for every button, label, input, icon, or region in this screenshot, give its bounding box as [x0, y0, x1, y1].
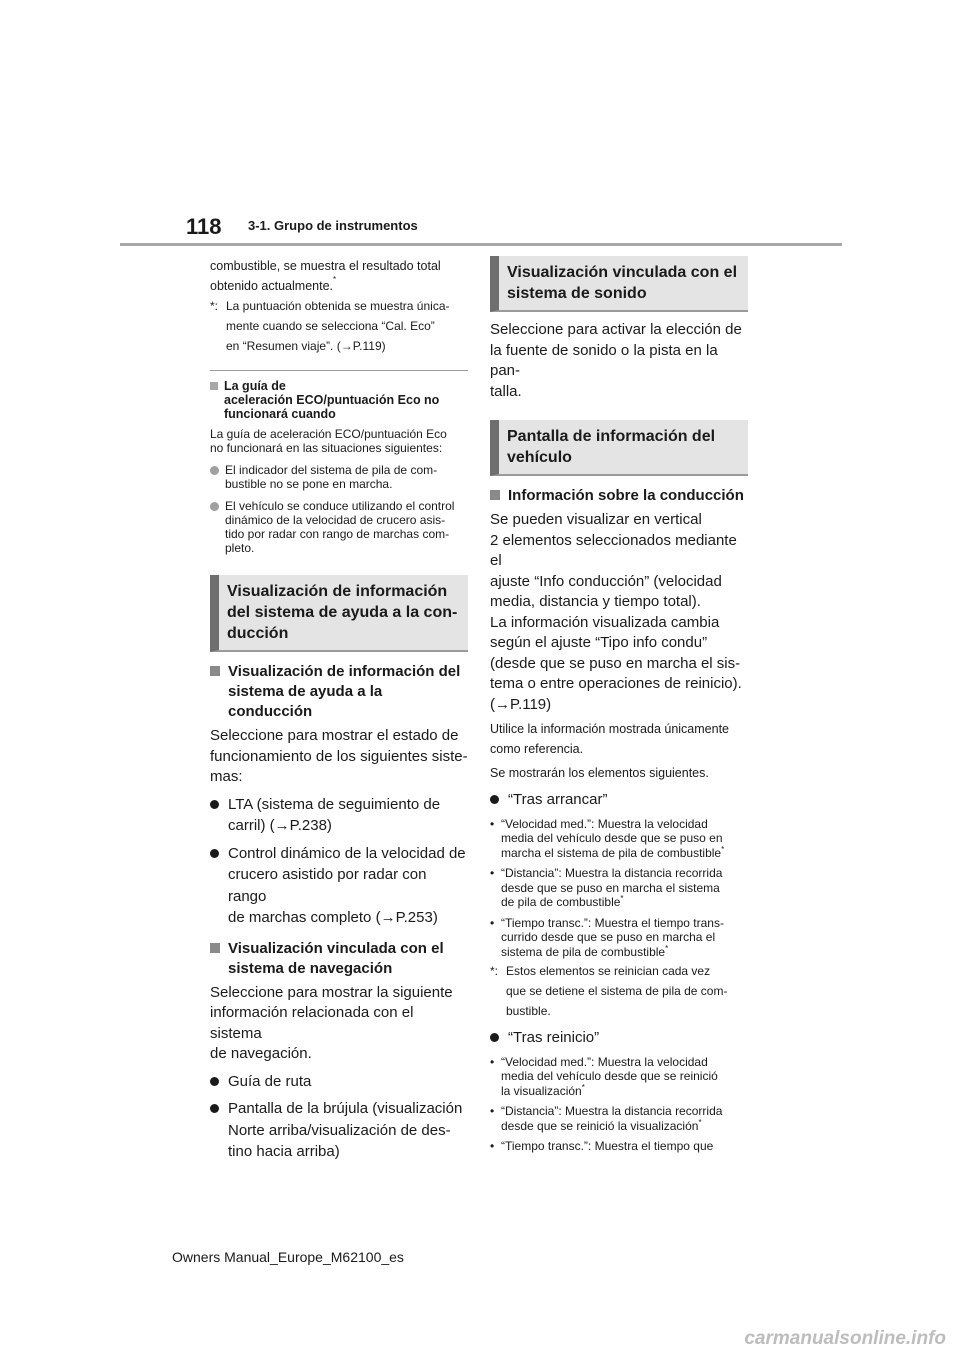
driving-assist-intro: Seleccione para mostrar el estado de funcionamiento de los siguientes siste- mas: [210, 727, 468, 785]
list-item: • “Velocidad med.”: Muestra la velocidad media del vehículo desde que se reinició la visualización* [490, 1054, 718, 1098]
bullet-icon [210, 1104, 219, 1113]
driving-assist-heading: Visualización de información del sistema de ayuda a la conducción [210, 662, 468, 722]
list-item: • “Tiempo transc.”: Muestra el tiempo trans- currido desde que se puso en marcha el sistema de pila de combustible* [490, 915, 724, 959]
list-item: El vehículo se conduce utilizando el control dinámico de la velocidad de crucero asis- tido por radar con rango de marchas com- pleto. [210, 499, 468, 555]
watermark: carmanualsonline.info [744, 1328, 946, 1349]
driving-info-text: Se pueden visualizar en vertical 2 elementos seleccionados mediante el ajuste “Info conducción” (velocidad media, distancia y tiempo total). La información visualizada cambia según el ajuste “Tipo info condu” (desde que se puso en marcha el sis- tema o entre operaciones de reinicio). (→P.119) [490, 511, 742, 713]
section-box-vehicle-info: Pantalla de información del vehículo [490, 420, 748, 476]
divider [210, 370, 468, 371]
group-title-after-start: “Tras arrancar” [490, 789, 748, 811]
footer-doc-id: Owners Manual_Europe_M62100_es [172, 1249, 404, 1265]
navigation-intro: Seleccione para mostrar la siguiente información relacionada con el sistema de navegación. [210, 983, 453, 1062]
square-marker-icon [210, 943, 220, 953]
circle-bullet-icon [210, 466, 219, 475]
footnote: *: Estos elementos se reinician cada vez que se detiene el sistema de pila de com- bustible. [490, 964, 728, 1018]
section-title: 3-1. Grupo de instrumentos [248, 218, 418, 233]
list-item: • “Velocidad med.”: Muestra la velocidad media del vehículo desde que se puso en marcha el sistema de pila de combustible* [490, 816, 725, 860]
list-item: LTA (sistema de seguimiento de carril) (→P.238) [210, 794, 468, 837]
page-number: 118 [186, 214, 222, 239]
eco-guide-heading: La guía de aceleración ECO/puntuación Eco no funcionará cuando [210, 379, 468, 421]
list-item: • “Distancia”: Muestra la distancia recorrida desde que se puso en marcha el sistema de pila de combustible* [490, 866, 723, 909]
list-item: Guía de ruta [210, 1071, 468, 1093]
section-box-driving-assist: Visualización de información del sistema de ayuda a la con- ducción [210, 575, 468, 652]
group-title-after-reset: “Tras reinicio” [490, 1027, 748, 1049]
list-item: • “Tiempo transc.”: Muestra el tiempo que [490, 1139, 714, 1153]
left-column [210, 256, 468, 1163]
reference-note: Utilice la información mostrada únicamente como referencia. [490, 722, 729, 756]
sound-text: Seleccione para activar la elección de la fuente de sonido o la pista en la pan- talla. [490, 321, 742, 400]
list-item: El indicador del sistema de pila de com- bustible no se pone en marcha. [210, 463, 468, 491]
bullet-icon [210, 1077, 219, 1086]
square-marker-icon [210, 666, 220, 676]
right-column [490, 256, 748, 1154]
section-box-sound: Visualización vinculada con el sistema de sonido [490, 256, 748, 312]
square-marker-icon [490, 490, 500, 500]
header-rule [120, 243, 842, 246]
continued-text: combustible, se muestra el resultado total obtenido actualmente.* [210, 259, 441, 293]
list-item: Control dinámico de la velocidad de crucero asistido por radar con rango de marchas completo (→P.253) [210, 843, 468, 929]
footnote-mark: * [333, 275, 337, 284]
footnote: *: La puntuación obtenida se muestra única- mente cuando se selecciona “Cal. Eco” en “Resumen viaje”. (→P.119) [210, 299, 450, 353]
items-intro: Se mostrarán los elementos siguientes. [490, 766, 709, 780]
list-item: Pantalla de la brújula (visualización Norte arriba/visualización de des- tino hacia arriba) [210, 1098, 468, 1163]
square-marker-icon [210, 382, 218, 390]
bullet-icon [210, 849, 219, 858]
bullet-icon [490, 795, 499, 804]
eco-guide-intro: La guía de aceleración ECO/puntuación Eco no funcionará en las situaciones siguientes: [210, 427, 447, 455]
bullet-icon [210, 800, 219, 809]
navigation-heading: Visualización vinculada con el sistema de navegación [210, 939, 468, 979]
list-item: • “Distancia”: Muestra la distancia recorrida desde que se reinició la visualización* [490, 1104, 723, 1133]
driving-info-heading: Información sobre la conducción [490, 486, 748, 506]
circle-bullet-icon [210, 502, 219, 511]
bullet-icon [490, 1033, 499, 1042]
